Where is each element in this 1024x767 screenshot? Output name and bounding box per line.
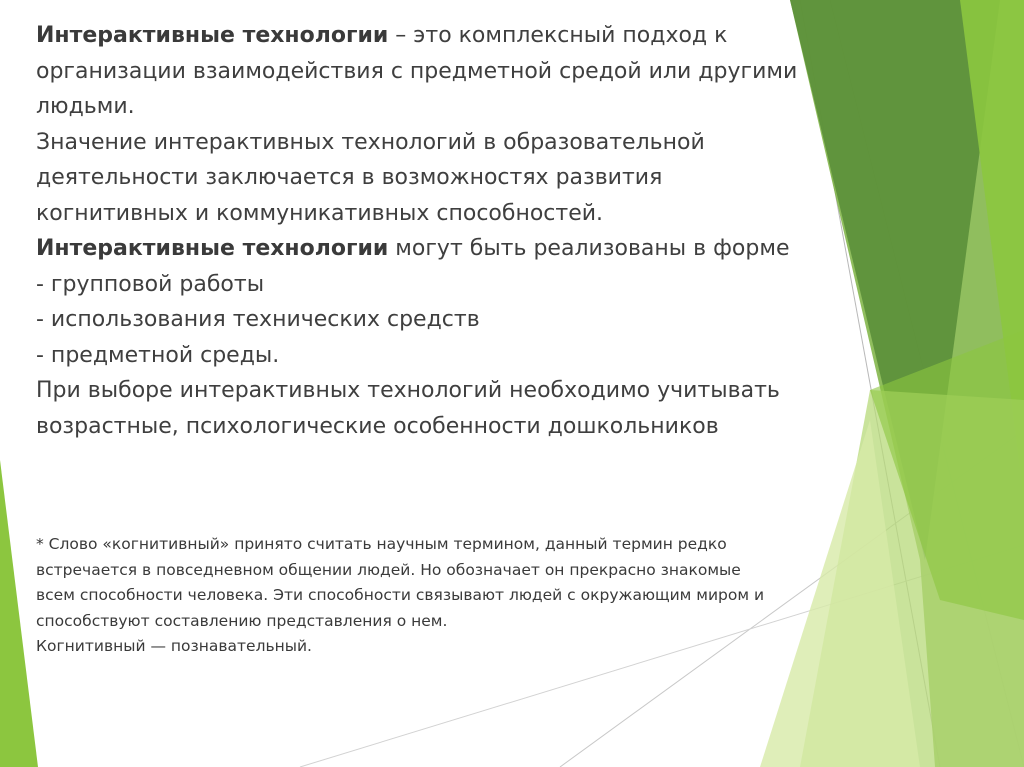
main-line-6: когнитивных и коммуникативных способностей. xyxy=(36,200,604,226)
main-line-12: возрастные, психологические особенности дошкольников xyxy=(36,413,719,439)
main-line-11: При выборе интерактивных технологий необходимо учитывать xyxy=(36,378,780,403)
list-item-group-work: - групповой работы xyxy=(36,271,265,297)
term-interactive-technologies: Интерактивные технологии xyxy=(36,236,389,261)
footnote-line-4: способствуют составлению представления о нем. xyxy=(36,611,448,630)
main-line-5: деятельности заключается в возможностях развития xyxy=(36,165,663,190)
footnote-line-1: * Слово «когнитивный» принято считать научным термином, данный термин редко xyxy=(36,535,727,553)
main-line-2: организации взаимодействия с предметной средой или другими xyxy=(36,58,798,84)
main-line-1 xyxy=(36,18,906,54)
main-text-block xyxy=(36,18,906,444)
footnote-block xyxy=(36,532,916,660)
main-line-7 xyxy=(36,231,906,267)
forms-intro-text: могут быть реализованы в форме xyxy=(388,236,790,261)
decor-facet xyxy=(0,460,38,767)
main-line-4: Значение интерактивных технологий в образовательной xyxy=(36,129,705,155)
footnote-definition: Когнитивный — познавательный. xyxy=(36,637,312,655)
footnote-line-2: встречается в повседневном общении людей. Но обозначает он прекрасно знакомые xyxy=(36,560,741,579)
footnote-line-3: всем способности человека. Эти способности связывают людей с окружающим миром и xyxy=(36,586,765,604)
main-line-3: людьми. xyxy=(36,94,135,119)
definition-text: – это комплексный подход к xyxy=(388,23,728,48)
term-interactive-technologies: Интерактивные технологии xyxy=(36,23,389,48)
list-item-subject-environment: - предметной среды. xyxy=(36,342,280,368)
list-item-technical-means: - использования технических средств xyxy=(36,307,480,332)
